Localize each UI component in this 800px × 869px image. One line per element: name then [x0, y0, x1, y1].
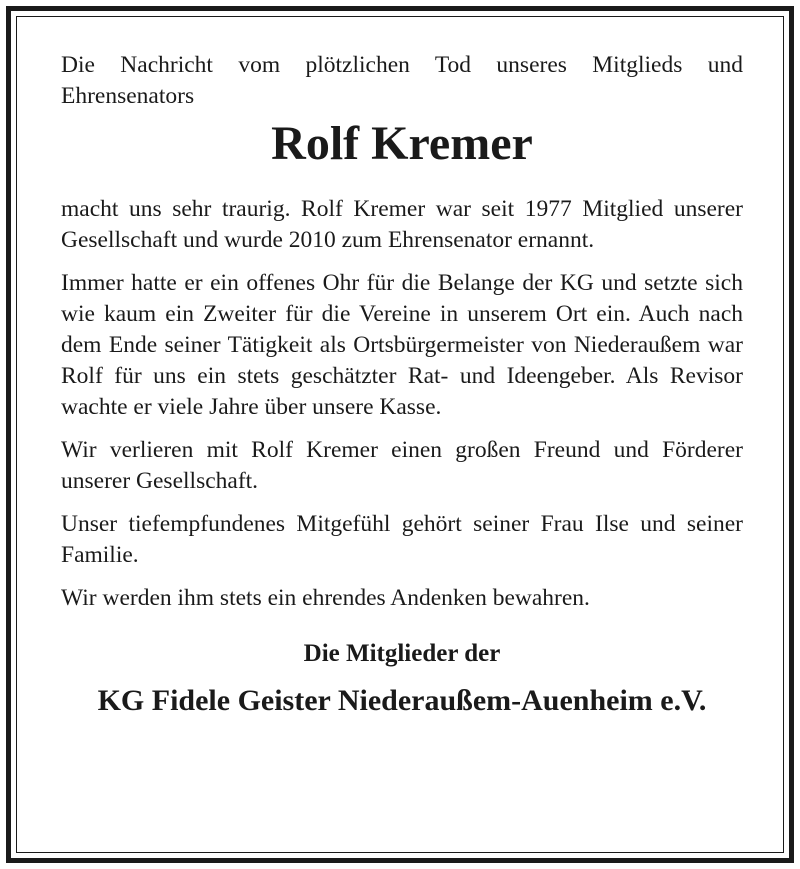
- signature-members: Die Mitglieder der: [303, 640, 501, 667]
- paragraph-engagement: Immer hatte er ein offenes Ohr für die Belange der KG und setzte sich wie kaum ein Zweiter für die Vereine in unserem Ort ein. Auch nach dem Ende seiner Tätigkeit als Ortsbürgermeister von Niederaußem war Rolf für uns ein stets geschätzter Rat- und Ideengeber. Als Revisor wachte er viele Jahre über unsere Kasse.: [61, 270, 743, 420]
- intro-text: Die Nachricht vom plötzlichen Tod unseres Mitglieds und Ehrensenators: [61, 52, 743, 109]
- paragraph-membership: macht uns sehr traurig. Rolf Kremer war seit 1977 Mitglied unserer Gesellschaft und wurde 2010 zum Ehrensenator ernannt.: [61, 196, 743, 253]
- signature-club-name: KG Fidele Geister Niederaußem-Auenheim e.V.: [97, 684, 707, 717]
- paragraph-remembrance: Wir werden ihm stets ein ehrendes Andenken bewahren.: [61, 585, 590, 611]
- paragraph-condolence: Unser tiefempfundenes Mitgefühl gehört seiner Frau Ilse und seiner Familie.: [61, 511, 743, 568]
- deceased-name: Rolf Kremer: [271, 117, 533, 170]
- obituary-notice: [61, 50, 743, 720]
- paragraph-loss: Wir verlieren mit Rolf Kremer einen großen Freund und Förderer unserer Gesellschaft.: [61, 437, 743, 494]
